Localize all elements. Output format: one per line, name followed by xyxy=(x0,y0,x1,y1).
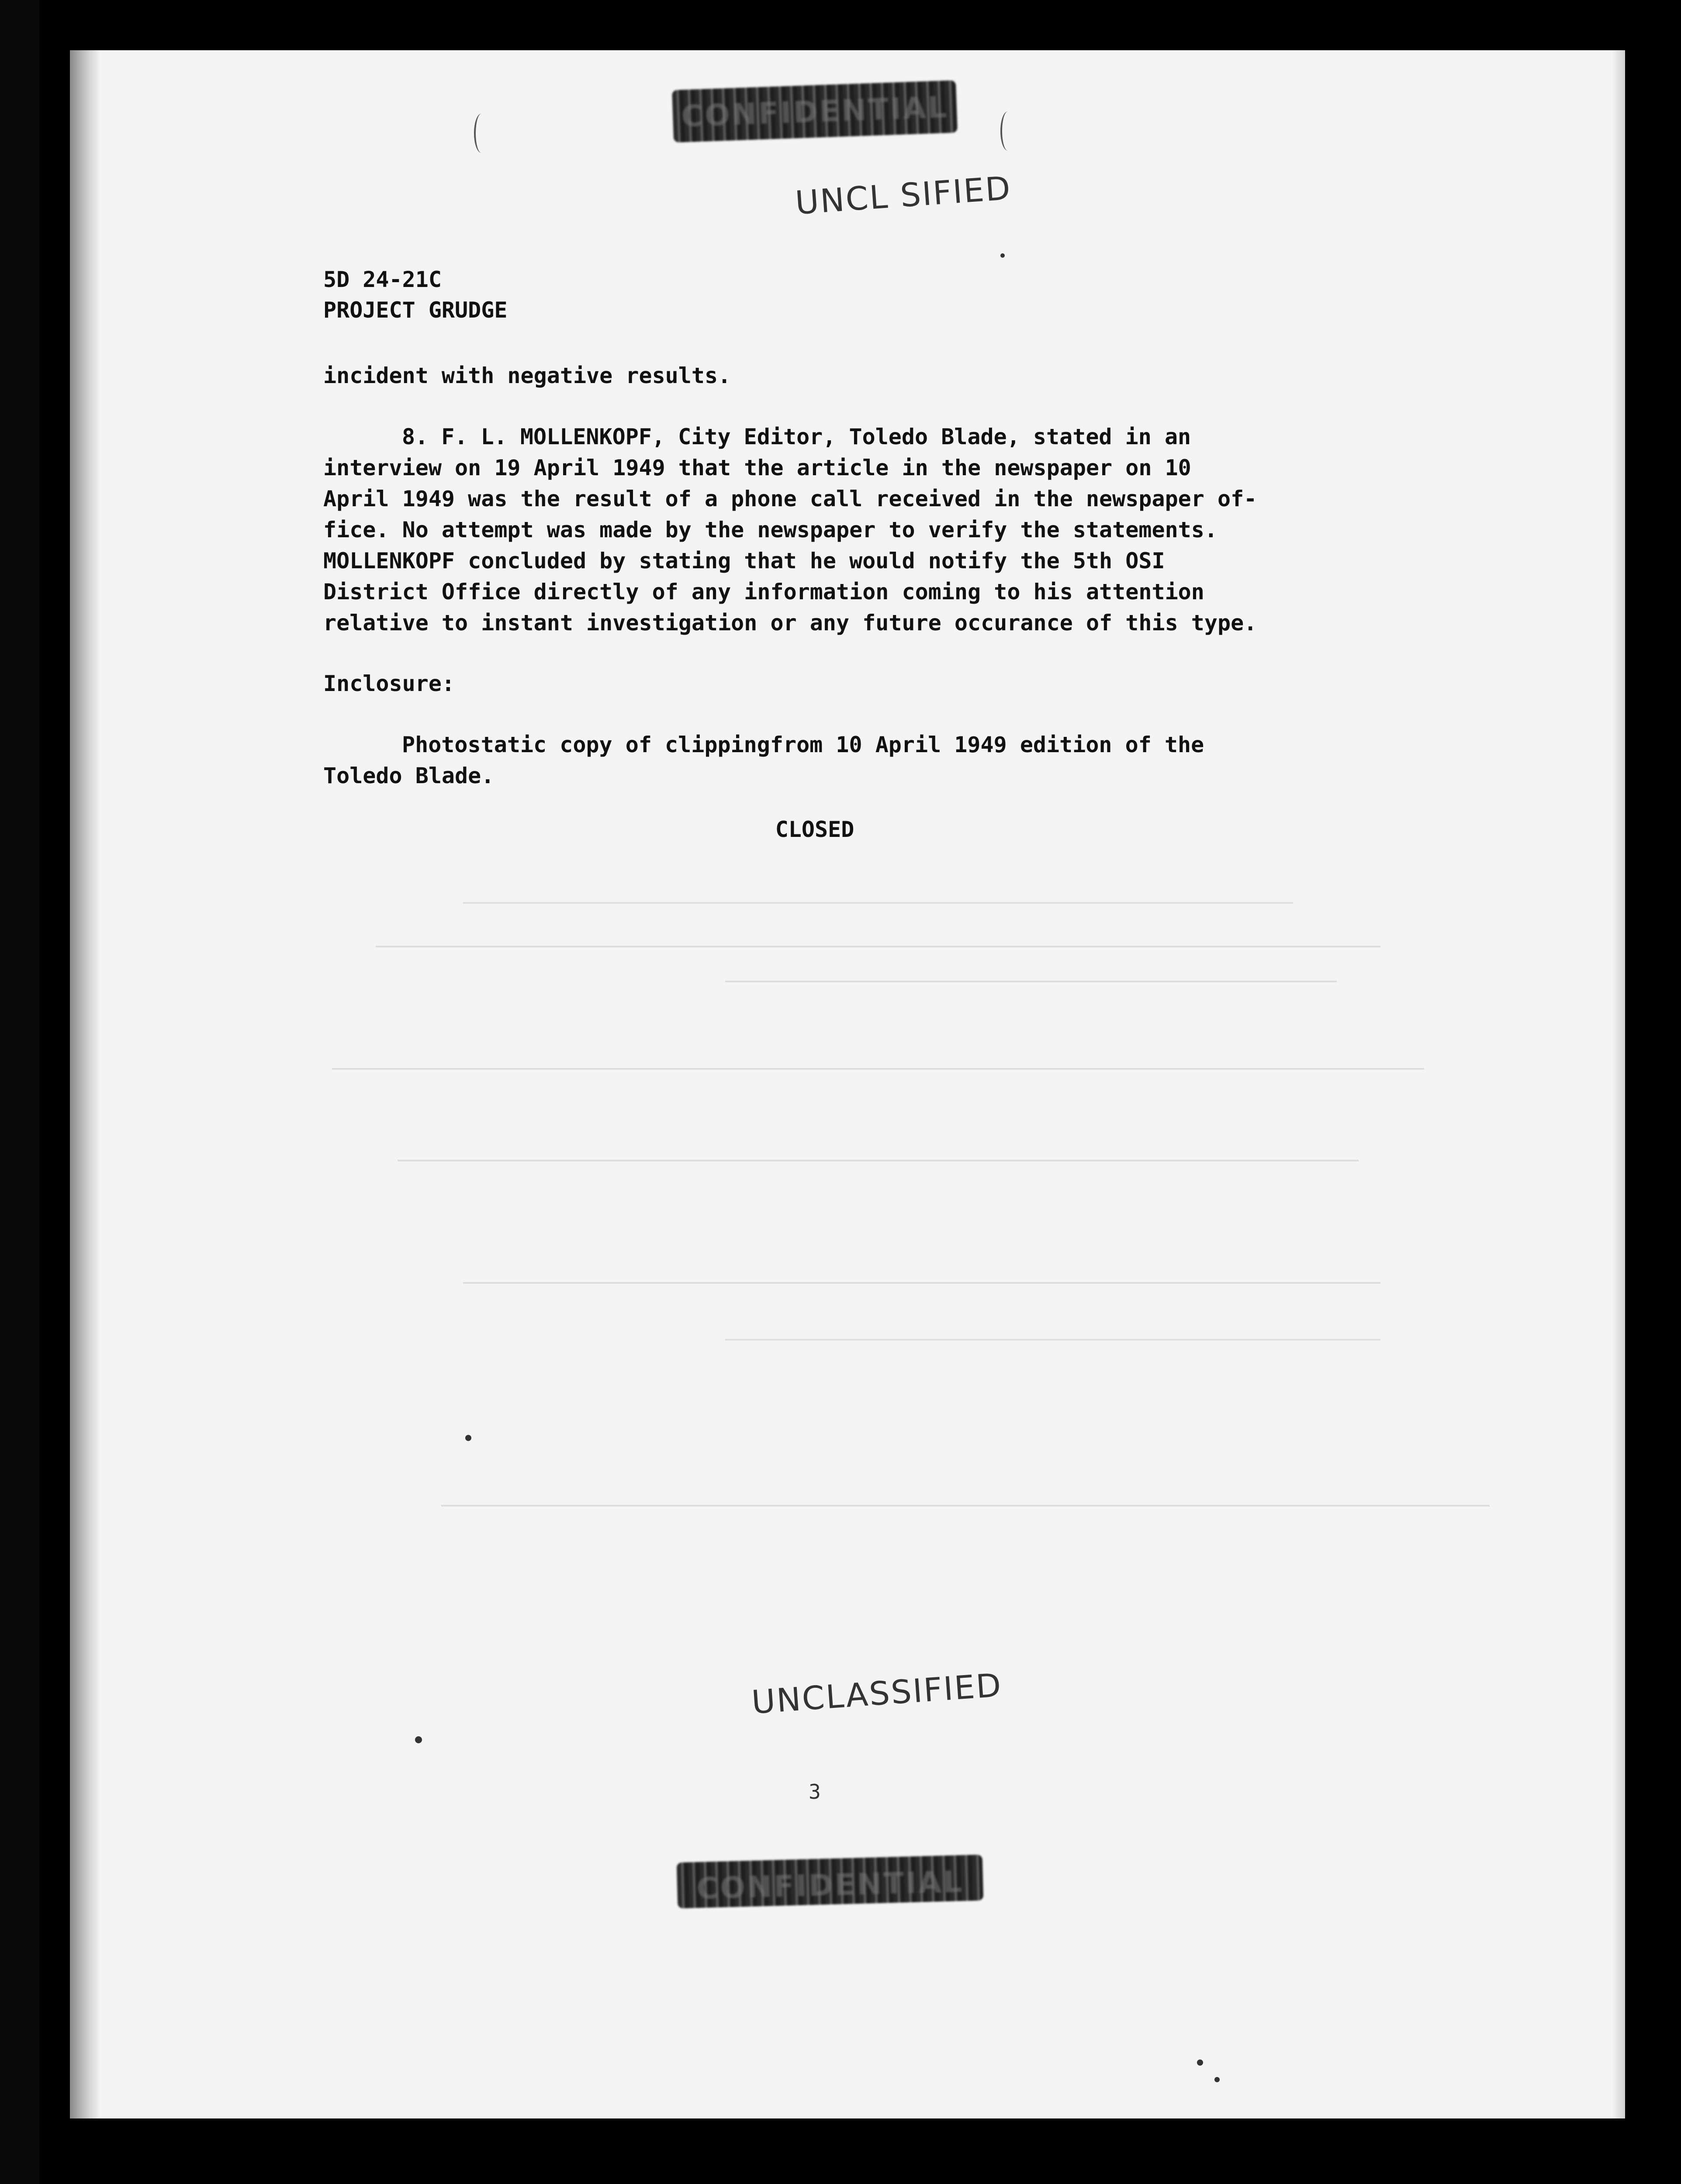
ink-speck xyxy=(1214,2077,1220,2082)
paragraph-line: April 1949 was the result of a phone call received in the newspaper of- xyxy=(323,486,1257,511)
bleed-through xyxy=(725,1339,1380,1341)
classification-stamp-top xyxy=(672,80,958,143)
binding-mark xyxy=(474,114,489,153)
classification-stamp-bottom-text: CONFIDENTIAL xyxy=(696,1865,965,1906)
page-edge-shadow xyxy=(70,50,100,2118)
inclosure-line: Photostatic copy of clippingfrom 10 April 1949 edition of the xyxy=(402,732,1204,757)
inclosure-label: Inclosure: xyxy=(323,671,455,696)
unclassified-stamp-top: UNCL SIFIED xyxy=(794,169,1013,222)
ink-speck xyxy=(1197,2060,1203,2066)
unclassified-stamp-bottom: UNCLASSIFIED xyxy=(750,1666,1003,1721)
bleed-through xyxy=(725,981,1337,982)
ink-speck xyxy=(465,1435,471,1441)
closed-label: CLOSED xyxy=(775,817,854,842)
binding-mark xyxy=(1000,111,1015,151)
ink-speck xyxy=(415,1736,422,1743)
ink-speck xyxy=(1000,253,1005,258)
bleed-through xyxy=(463,1282,1380,1284)
page-edge-shadow-right xyxy=(1612,50,1625,2118)
bleed-through xyxy=(463,902,1293,904)
inclosure-line: Toledo Blade. xyxy=(323,763,495,788)
bleed-through xyxy=(398,1160,1359,1161)
page-number: 3 xyxy=(809,1780,821,1804)
paragraph-line: 8. F. L. MOLLENKOPF, City Editor, Toledo Blade, stated in an xyxy=(402,424,1191,449)
paragraph-line: relative to instant investigation or any future occurance of this type. xyxy=(323,610,1257,636)
incident-line: incident with negative results. xyxy=(323,363,731,388)
classification-stamp-bottom xyxy=(677,1855,984,1908)
project-name: PROJECT GRUDGE xyxy=(323,297,508,323)
classification-stamp-top-text: CONFIDENTIAL xyxy=(680,90,949,134)
document-page xyxy=(70,50,1625,2118)
bleed-through xyxy=(441,1505,1490,1507)
paragraph-line: interview on 19 April 1949 that the article in the newspaper on 10 xyxy=(323,455,1191,480)
file-number: 5D 24-21C xyxy=(323,267,442,292)
paragraph-line: MOLLENKOPF concluded by stating that he would notify the 5th OSI xyxy=(323,548,1165,574)
paragraph-line: District Office directly of any information coming to his attention xyxy=(323,579,1204,605)
scan-border xyxy=(0,0,39,2184)
bleed-through xyxy=(376,946,1380,947)
bleed-through xyxy=(332,1068,1424,1070)
paragraph-line: fice. No attempt was made by the newspaper to verify the statements. xyxy=(323,517,1218,543)
